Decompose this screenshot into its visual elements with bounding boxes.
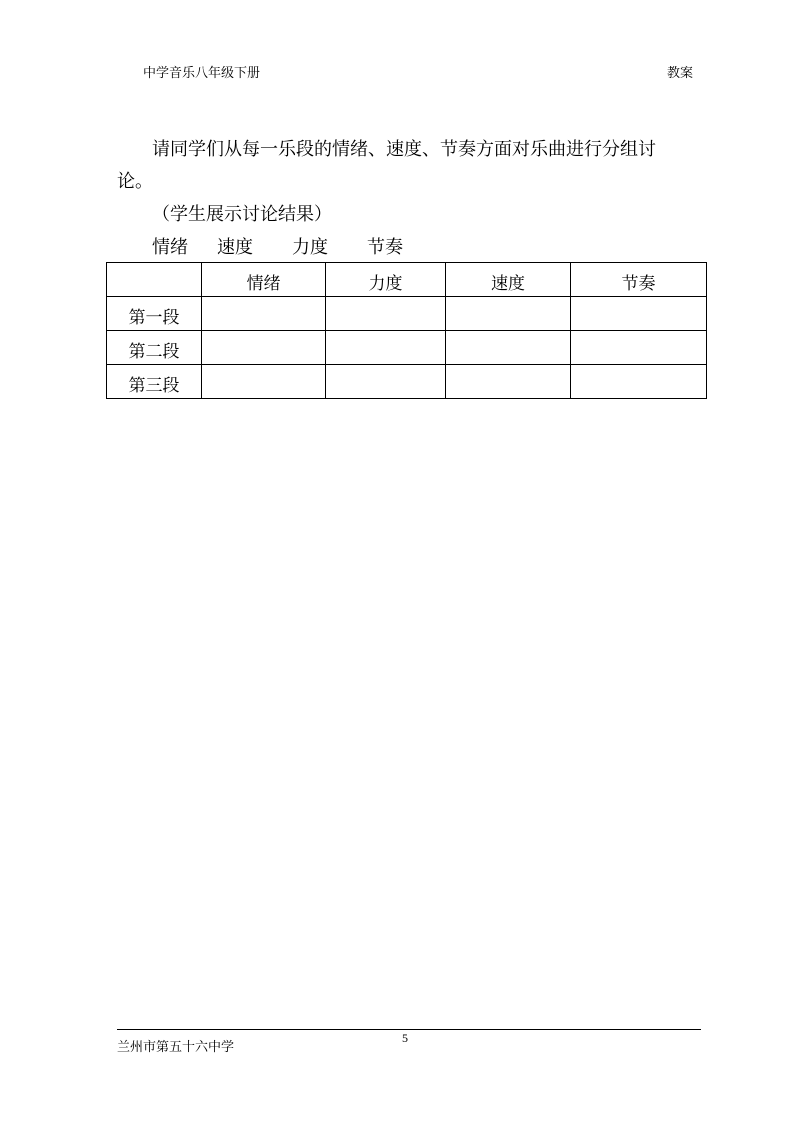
row-label-cell: 第一段 (107, 297, 202, 331)
page-number: 5 (402, 1031, 408, 1045)
table-cell (446, 365, 571, 399)
table-cell (571, 297, 707, 331)
paragraph-line-3: （学生展示讨论结果） (152, 204, 332, 225)
table-cell (202, 297, 326, 331)
table-header-cell (107, 263, 202, 297)
paragraph-line-1: 请同学们从每一乐段的情绪、速度、节奏方面对乐曲进行分组讨 (152, 139, 656, 160)
discussion-table (106, 262, 707, 399)
table-header-cell: 情绪 (202, 263, 326, 297)
table-cell (571, 331, 707, 365)
table-cell (202, 331, 326, 365)
table-header-row (107, 263, 707, 297)
label-mood: 情绪 (152, 237, 188, 258)
paragraph-line-2: 论。 (117, 171, 153, 192)
table-header-cell: 节奏 (571, 263, 707, 297)
row-label-cell: 第三段 (107, 365, 202, 399)
label-speed: 速度 (217, 237, 253, 258)
table-cell (571, 365, 707, 399)
table-row (107, 297, 707, 331)
table-row (107, 331, 707, 365)
table-header-cell: 速度 (446, 263, 571, 297)
table-cell (446, 297, 571, 331)
row-label-cell: 第二段 (107, 331, 202, 365)
label-dynamics: 力度 (292, 237, 328, 258)
table-cell (202, 365, 326, 399)
table-cell (446, 331, 571, 365)
footer-school: 兰州市第五十六中学 (117, 1040, 235, 1055)
table-row (107, 365, 707, 399)
table-cell (326, 297, 446, 331)
header-left: 中学音乐八年级下册 (143, 66, 261, 81)
table-cell (326, 331, 446, 365)
table-header-cell: 力度 (326, 263, 446, 297)
table-cell (326, 365, 446, 399)
header-right: 教案 (667, 66, 694, 81)
footer-divider (117, 1029, 701, 1030)
label-rhythm: 节奏 (367, 237, 403, 258)
